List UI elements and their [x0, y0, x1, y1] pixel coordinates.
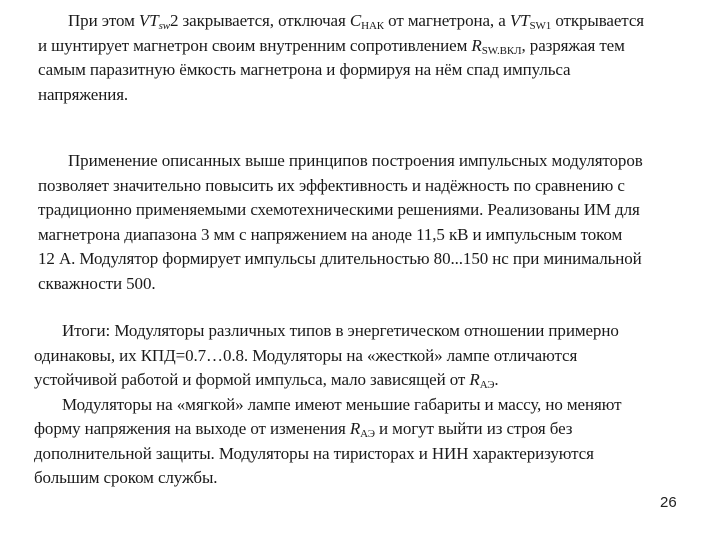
text-line: Применение описанных выше принципов построения импульсных модуляторов — [68, 151, 643, 170]
text-line: форму напряжения на выходе от изменения $R_{АЭ}$ и могут выйти из строя без — [34, 419, 573, 440]
text-line: напряжения. — [38, 84, 129, 104]
text-line: устойчивой работой и формой импульса, мало зависящей от $R_{АЭ}$. — [34, 370, 499, 391]
paragraph-summary — [34, 319, 621, 491]
text-line: Итоги: Модуляторы различных типов в энергетическом отношении примерно — [62, 321, 619, 340]
text-line: магнетрона диапазона 3 мм с напряжением на аноде 11,5 кВ и импульсным током — [38, 224, 623, 244]
text-line: дополнительной защиты. Модуляторы на тиристорах и НИН характеризуются — [34, 443, 594, 463]
text-line: позволяет значительно повысить их эффективность и надёжность по сравнению с — [38, 175, 625, 195]
text-line: большим сроком службы. — [34, 468, 218, 487]
text-line: скважности 500. — [38, 273, 156, 293]
paragraph-switch-description — [38, 9, 644, 107]
text-line: одинаковы, их КПД=0.7…0.8. Модуляторы на «жесткой» лампе отличаются — [34, 345, 578, 365]
text-line: и шунтирует магнетрон своим внутренним сопротивлением $R_{SW.ВКЛ}$, разряжая тем — [38, 35, 625, 57]
text-line: Модуляторы на «мягкой» лампе имеют меньшие габариты и массу, но меняют — [62, 394, 622, 414]
paragraph-results — [38, 149, 643, 296]
text-line: 12 А. Модулятор формирует импульсы длительностью 80...150 нс при минимальной — [38, 249, 642, 268]
text-line: традиционно применяемыми схемотехническими решениями. Реализованы ИМ для — [38, 200, 640, 219]
text-line: самым паразитную ёмкость магнетрона и формируя на нём спад импульса — [38, 60, 571, 79]
text-line: При этом $VT_{sw}2$ закрывается, отключая $C_{НАК}$ от магнетрона, а $VT_{SW1}$ открывается — [68, 11, 645, 32]
page-number: 26 — [660, 494, 677, 511]
